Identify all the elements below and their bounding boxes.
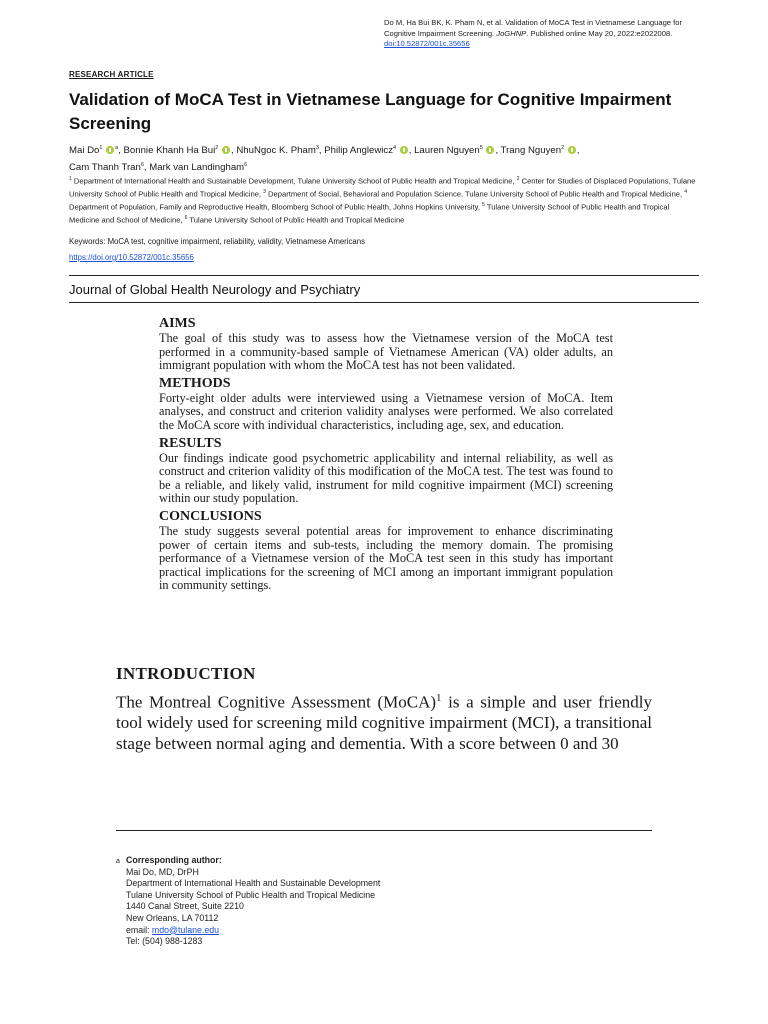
journal-abbreviation: JoGHNP <box>496 28 527 38</box>
journal-rule-bottom <box>69 302 699 303</box>
journal-name: Journal of Global Health Neurology and Psychiatry <box>69 282 361 297</box>
article-type: RESEARCH ARTICLE <box>69 70 154 79</box>
affiliation-number: 5 <box>482 201 485 208</box>
methods-heading: METHODS <box>159 375 231 391</box>
footnote-mark: a <box>116 858 120 865</box>
affiliation-text: Department of International Health and Sustainable Development, Tulane University School of Public Health and Tropical Medicine, <box>71 176 517 186</box>
footnote-line: Department of International Health and Sustainable Development <box>126 878 381 889</box>
doi-link[interactable]: https://doi.org/10.52872/001c.35656 <box>69 253 194 262</box>
footnote-rule <box>116 830 652 831</box>
author <box>501 145 577 156</box>
reference-1-link[interactable]: 1 <box>436 692 442 704</box>
results-heading: RESULTS <box>159 435 222 451</box>
footnote-line: Tulane University School of Public Health and Tropical Medicine <box>126 889 376 900</box>
author-affiliation-number: 1 <box>99 145 103 151</box>
orcid-icon[interactable] <box>222 146 230 154</box>
corresponding-author-footnote <box>116 855 636 948</box>
abstract <box>159 315 613 595</box>
intro-text-part1: The Montreal Cognitive Assessment (MoCA) <box>116 692 437 712</box>
methods-text: Forty-eight older adults were interviewed using a Vietnamese version of MoCA. Item analyses, and construct and criterion validity analyses were performed. We also correlated the MoCA score with individual characteristics, including age, sex, and education. <box>159 390 613 432</box>
keywords: Keywords: MoCA test, cognitive impairment, reliability, validity, Vietnamese Americans <box>69 237 365 246</box>
author-name: Mark van Landingham <box>149 162 245 174</box>
article-title: Validation of MoCA Test in Vietnamese Language for Cognitive Impairment Screening <box>69 90 672 133</box>
author-name: Lauren Nguyen <box>414 145 480 157</box>
citation-date: . Published online May 20, 2022:e2022008. <box>526 28 673 38</box>
affiliation-number: 4 <box>684 188 688 195</box>
author <box>124 145 231 156</box>
footnote-line: Mai Do, MD, DrPH <box>126 866 199 877</box>
affiliation-number: 2 <box>516 176 520 182</box>
author-name: Bonnie Khanh Ha Bui <box>123 145 216 157</box>
author-name: Mai Do <box>69 145 100 157</box>
author-affiliation-number: 6 <box>140 162 144 169</box>
journal-rule-top <box>69 275 699 276</box>
author-list: Mai Do$^1$ $^a$, Bonnie Khanh Ha Bui$^2$ , NhuNgoc K. Pham$^3$, Philip Anglewicz$^4$ , Lauren Nguyen$^5$ , Trang Nguyen$^2$ , Cam Thanh Tran$^6$, Mark van Landingham$^6$ <box>69 145 580 174</box>
affiliation-number: 1 <box>69 176 72 182</box>
author <box>149 162 247 173</box>
affiliation-text: Center for Studies of Displaced Populations, Tulane University School of Public Health and Tropical Medicine, <box>69 176 696 199</box>
results-text: Our findings indicate good psychometric applicability and internal reliability, as well as construct and criterion validity of this modification of the MoCA test. The test was found to be a reliable, and likely valid, instrument for mild cognitive impairment (MCI) screening within our study population. <box>159 450 613 506</box>
intro-text-part2: is a simple and user friendly tool widely used for screening mild cognitive impairment (MCI), a transitional stage between normal aging and dementia. With a score between 0 and 30 <box>116 692 652 753</box>
author <box>69 145 118 156</box>
author-affiliation-number: 6 <box>244 162 248 169</box>
author-name: Cam Thanh Tran <box>69 162 141 174</box>
affiliation-text: Department of Population, Family and Reproductive Health, Bloomberg School of Public Health, Johns Hopkins University, <box>69 202 483 212</box>
orcid-icon[interactable] <box>486 146 494 154</box>
introduction-heading: INTRODUCTION <box>116 664 256 683</box>
affiliation-text: Tulane University School of Public Health and Tropical Medicine <box>187 215 405 225</box>
author-affiliation-number: 5 <box>479 145 483 151</box>
citation-header <box>384 18 714 50</box>
citation-text: Do M, Ha Bui BK, K. Pham N, et al. Validation of MoCA Test in Vietnamese Language for Cognitive Impairment Screening. <box>384 18 683 38</box>
introduction-text <box>116 688 652 754</box>
doi <box>69 253 194 262</box>
citation-doi-link[interactable]: doi:10.52872/001c.35656 <box>384 39 470 48</box>
author <box>236 145 319 156</box>
author-name: Philip Anglewicz <box>324 145 394 157</box>
affiliation-text: Tulane University School of Public Health and Tropical Medicine and School of Medicine, <box>69 202 670 225</box>
footnote-line: New Orleans, LA 70112 <box>126 912 219 923</box>
author-affiliation-number: 2 <box>215 145 219 151</box>
orcid-icon[interactable] <box>400 146 408 154</box>
footnote-line: 1440 Canal Street, Suite 2210 <box>126 901 244 912</box>
aims-text: The goal of this study was to assess how the Vietnamese version of the MoCA test performed in a community-based sample of Vietnamese American (VA) older adults, an immigrant population with whom the MoCA test has not been validated. <box>159 331 613 373</box>
corresponding-mark: a <box>115 145 119 151</box>
orcid-icon[interactable] <box>568 146 576 154</box>
author <box>414 145 495 156</box>
affiliation-number: 6 <box>184 214 188 221</box>
author-name: Trang Nguyen <box>500 145 562 157</box>
conclusions-heading: CONCLUSIONS <box>159 508 262 524</box>
email-link[interactable]: mdo@tulane.edu <box>151 924 220 935</box>
author <box>69 162 144 173</box>
conclusions-text: The study suggests several potential areas for improvement to enhance discriminating power of certain items and sub-tests, including the memory domain. The promising performance of a Vietnamese version of the MoCA test seen in this study has important practical implications for the screening of MCI among an important immigrant population in community settings. <box>159 523 613 593</box>
footnote-heading: Corresponding author: <box>126 855 222 865</box>
author-affiliation-number: 4 <box>393 145 397 151</box>
affiliation-text: Department of Social, Behavioral and Population Science, Tulane University School of Public Health and Tropical Medicine, <box>265 189 685 199</box>
author-affiliation-number: 2 <box>561 145 565 151</box>
footnote-lines <box>126 867 636 925</box>
author-name: NhuNgoc K. Pham <box>236 145 316 157</box>
aims-heading: AIMS <box>159 316 196 331</box>
author <box>324 145 409 156</box>
author-affiliation-number: 3 <box>315 145 319 151</box>
footnote-email <box>126 925 636 937</box>
affiliation-number: 3 <box>263 188 266 195</box>
affiliations <box>69 174 701 226</box>
email-label: email: <box>126 924 152 935</box>
orcid-icon[interactable] <box>106 146 114 154</box>
footnote-tel: Tel: (504) 988-1283 <box>126 936 203 947</box>
